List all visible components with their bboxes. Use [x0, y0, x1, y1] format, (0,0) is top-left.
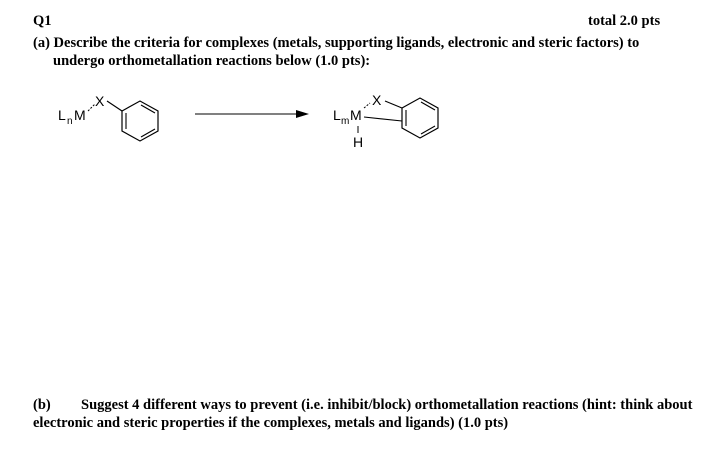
part-b-label: (b) [33, 397, 51, 413]
part-b-text-line-2: electronic and steric properties if the complexes, metals and ligands) (1.0 pts) [33, 415, 509, 431]
product-ligand-subscript-m: m [341, 116, 350, 127]
reactant-complex [58, 93, 158, 141]
product-metal-x-bond [364, 103, 370, 108]
product-metal-M: M [350, 107, 362, 123]
product-donor-X: X [372, 92, 382, 108]
product-ligand-L: L [333, 107, 341, 123]
product-hydride-H: H [353, 134, 364, 150]
product-benzene-ring [402, 98, 438, 138]
product-metallacycle [333, 92, 438, 150]
part-b-text-line-1: Suggest 4 different ways to prevent (i.e. inhibit/block) orthometallation reactions (hint: think about [81, 397, 693, 413]
reactant-ligand-L: L [58, 107, 66, 123]
reactant-metal-M: M [74, 107, 86, 123]
part-a-text-line-2: undergo orthometallation reactions below (1.0 pts): [53, 53, 371, 69]
reaction-arrow [195, 110, 309, 118]
total-points: total 2.0 pts [588, 13, 661, 29]
metal-carbon-bond [364, 117, 402, 121]
reactant-ligand-subscript-n: n [67, 116, 73, 127]
reactant-benzene-ring [122, 101, 158, 141]
question-number: Q1 [33, 13, 52, 29]
x-aryl-bond [107, 101, 122, 111]
reactant-donor-X: X [95, 93, 105, 109]
part-a-text-line-1: (a) Describe the criteria for complexes (metals, supporting ligands, electronic and steric factors) to [33, 35, 640, 51]
metal-x-bond [88, 104, 95, 111]
